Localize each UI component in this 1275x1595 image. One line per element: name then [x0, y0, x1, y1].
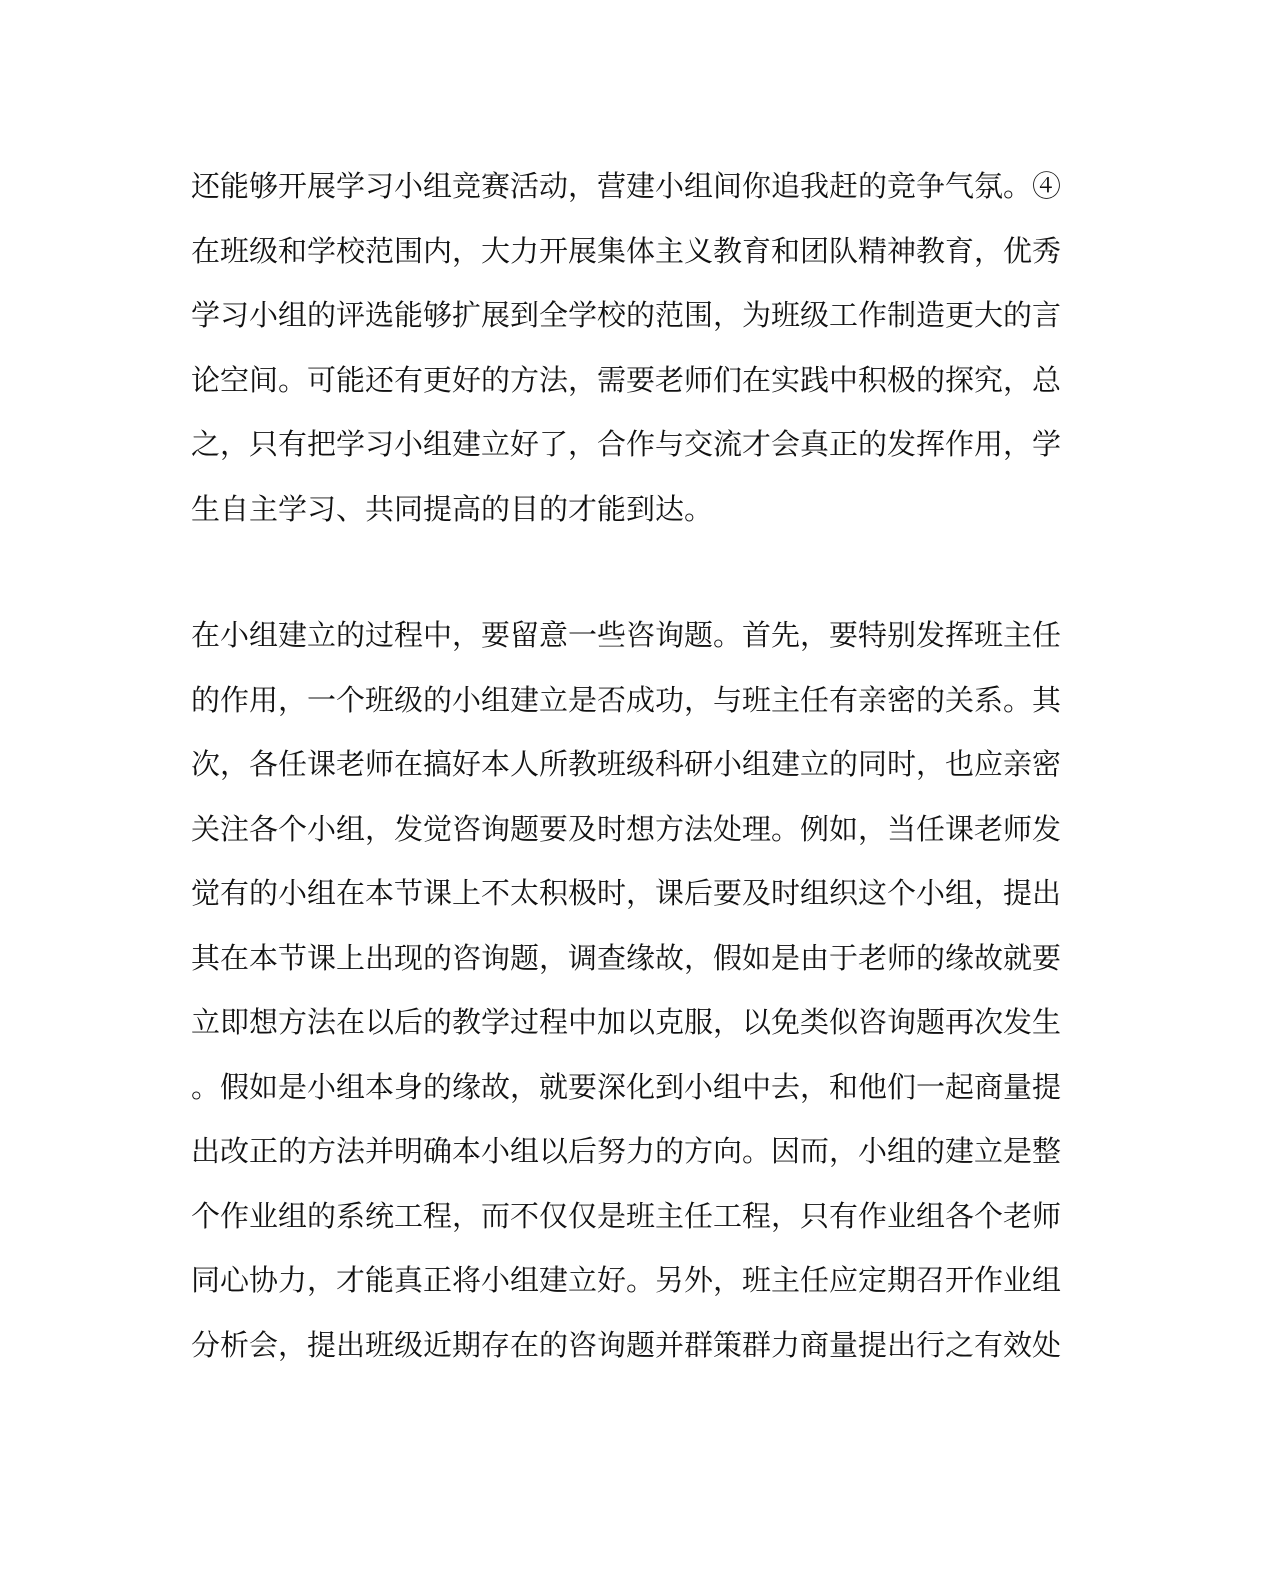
text-line: 学习小组的评选能够扩展到全学校的范围，为班级工作制造更大的言: [191, 298, 1062, 332]
text-line: 。假如是小组本身的缘故，就要深化到小组中去，和他们一起商量提: [191, 1069, 1062, 1104]
text-line: 次，各任课老师在搞好本人所教班级科研小组建立的同时，也应亲密: [191, 747, 1062, 781]
text-line: 在班级和学校范围内，大力开展集体主义教育和团队精神教育，优秀: [191, 233, 1062, 268]
text-line: 的作用，一个班级的小组建立是否成功，与班主任有亲密的关系。其: [191, 682, 1062, 717]
text-line: 觉有的小组在本节课上不太积极时，课后要及时组织这个小组，提出: [191, 876, 1062, 910]
text-line: 关注各个小组，发觉咨询题要及时想方法处理。例如，当任课老师发: [191, 811, 1062, 846]
text-line: 在小组建立的过程中，要留意一些咨询题。首先，要特别发挥班主任: [191, 618, 1062, 652]
text-line: 其在本节课上出现的咨询题，调查缘故，假如是由于老师的缘故就要: [191, 940, 1062, 975]
text-line: 出改正的方法并明确本小组以后努力的方向。因而，小组的建立是整: [191, 1134, 1062, 1168]
text-line: 论空间。可能还有更好的方法，需要老师们在实践中积极的探究，总: [191, 362, 1062, 397]
paragraph-2: [191, 603, 1061, 1377]
text-line: 生自主学习、共同提高的目的才能到达。: [191, 491, 714, 526]
text-line: 立即想方法在以后的教学过程中加以克服，以免类似咨询题再次发生: [191, 1005, 1062, 1039]
text-line: 之，只有把学习小组建立好了，合作与交流才会真正的发挥作用，学: [191, 427, 1062, 461]
text-line: 分析会，提出班级近期存在的咨询题并群策群力商量提出行之有效处: [191, 1327, 1062, 1362]
text-line: 还能够开展学习小组竞赛活动，营建小组间你追我赶的竞争气氛。④: [191, 169, 1062, 203]
text-line: 个作业组的系统工程，而不仅仅是班主任工程，只有作业组各个老师: [191, 1198, 1062, 1233]
text-line: 同心协力，才能真正将小组建立好。另外，班主任应定期召开作业组: [191, 1263, 1062, 1297]
paragraph-1: [191, 154, 1061, 541]
